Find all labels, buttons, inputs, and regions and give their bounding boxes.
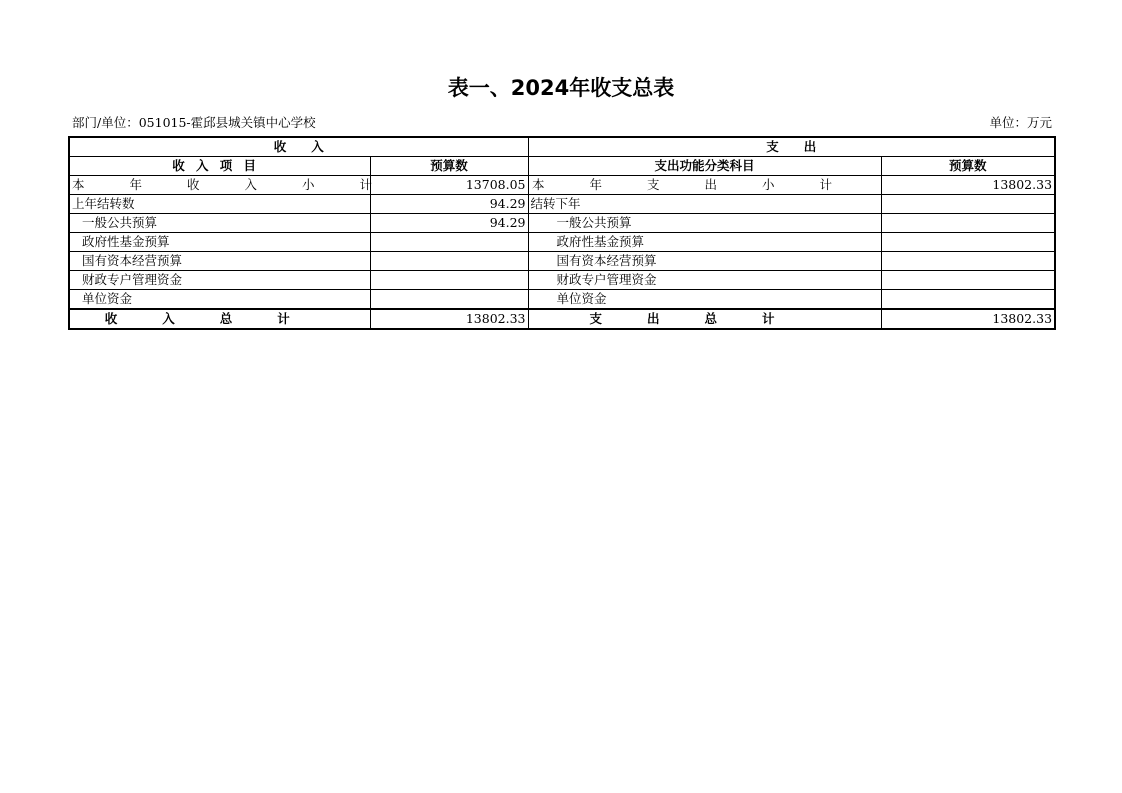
expense-label-cell: 结转下年	[528, 195, 881, 214]
table-row	[69, 271, 1055, 290]
expense-amount-cell	[881, 214, 1055, 233]
table-row	[69, 290, 1055, 310]
expense-label-cell: 国有资本经营预算	[528, 252, 881, 271]
table-row	[69, 176, 1055, 195]
expense-total-amount: 13802.33	[881, 309, 1055, 329]
expense-amount-column-header: 预算数	[881, 157, 1055, 176]
income-label-cell: 政府性基金预算	[69, 233, 370, 252]
page-title: 表一、2024年收支总表	[447, 76, 675, 100]
income-amount-cell	[370, 290, 528, 310]
income-section-header: 收 入	[69, 137, 528, 157]
table-row	[69, 252, 1055, 271]
expense-amount-cell	[881, 195, 1055, 214]
table-row	[69, 233, 1055, 252]
income-total-amount: 13802.33	[370, 309, 528, 329]
expense-label-cell: 一般公共预算	[528, 214, 881, 233]
expense-item-column-header: 支出功能分类科目	[528, 157, 881, 176]
income-amount-cell	[370, 271, 528, 290]
expense-label-cell	[528, 176, 881, 195]
expense-section-header: 支 出	[528, 137, 1055, 157]
column-header-row	[69, 157, 1055, 176]
expense-amount-cell: 13802.33	[881, 176, 1055, 195]
income-amount-column-header: 预算数	[370, 157, 528, 176]
expense-amount-cell	[881, 252, 1055, 271]
table-row	[69, 195, 1055, 214]
budget-summary-table	[68, 136, 1056, 330]
income-label: 本年收入小计	[72, 177, 418, 192]
income-total-label: 收入总计	[104, 311, 335, 326]
income-label-cell: 财政专户管理资金	[69, 271, 370, 290]
department-label: 部门/单位：051015-霍邱县城关镇中心学校	[72, 115, 316, 130]
expense-total-label: 支出总计	[589, 311, 820, 326]
total-row	[69, 309, 1055, 329]
expense-amount-cell	[881, 271, 1055, 290]
income-label-cell: 单位资金	[69, 290, 370, 310]
income-label-cell	[69, 176, 418, 195]
expense-label-cell: 单位资金	[528, 290, 881, 310]
section-header-row	[69, 137, 1055, 157]
income-amount-cell	[370, 252, 528, 271]
expense-total-label-cell	[528, 309, 881, 329]
income-amount-cell	[370, 233, 528, 252]
unit-label: 单位：万元	[989, 115, 1052, 130]
expense-amount-cell	[881, 233, 1055, 252]
expense-label-cell: 财政专户管理资金	[528, 271, 881, 290]
expense-label-cell: 政府性基金预算	[528, 233, 881, 252]
expense-label: 本年支出小计	[532, 177, 878, 192]
income-label-cell: 上年结转数	[69, 195, 370, 214]
income-label-cell: 一般公共预算	[69, 214, 370, 233]
income-item-column-header-text: 收入项目	[172, 158, 268, 173]
income-amount-cell: 94.29	[370, 214, 528, 233]
income-total-label-cell	[69, 309, 370, 329]
income-amount-cell: 94.29	[370, 195, 528, 214]
table-row	[69, 214, 1055, 233]
income-label-cell: 国有资本经营预算	[69, 252, 370, 271]
expense-amount-cell	[881, 290, 1055, 310]
income-item-column-header	[69, 157, 370, 176]
income-amount-cell: 13708.05	[370, 176, 528, 195]
